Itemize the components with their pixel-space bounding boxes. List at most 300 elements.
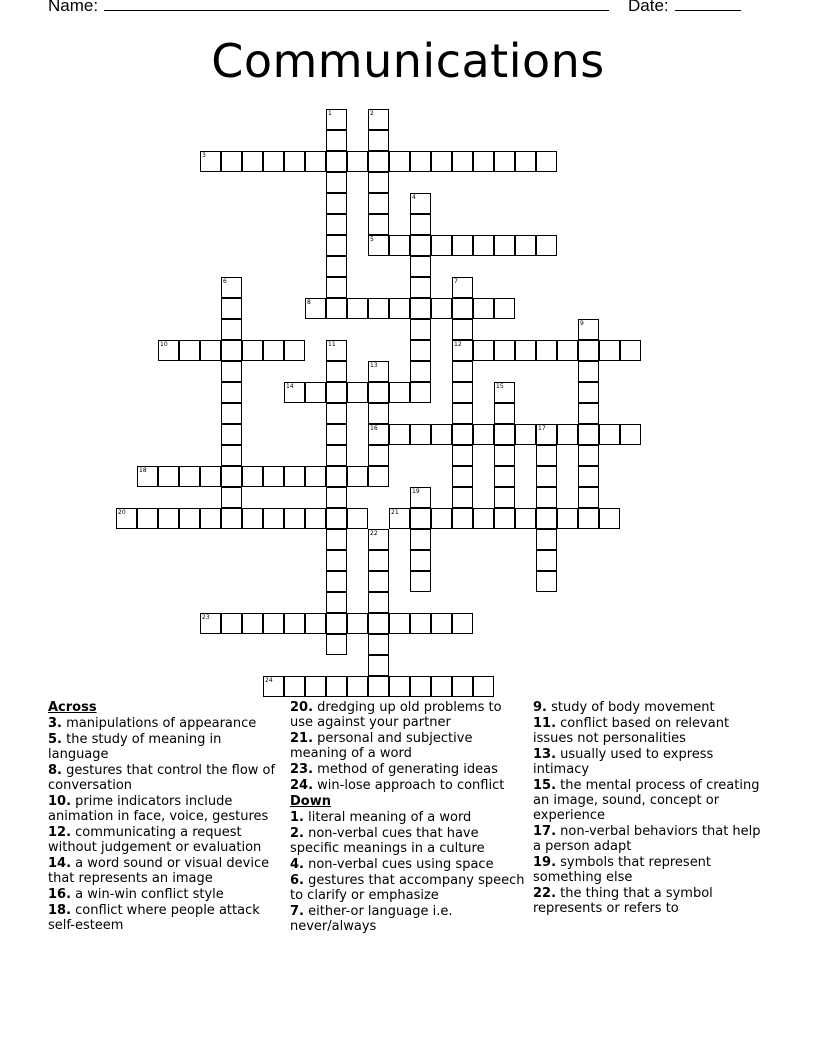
clue-number: 7 <box>454 278 458 285</box>
grid-cell[interactable] <box>326 109 347 130</box>
grid-cell[interactable] <box>578 424 599 445</box>
grid-cell[interactable] <box>200 340 221 361</box>
clue-text: non-verbal cues using space <box>303 857 494 872</box>
grid-cell[interactable] <box>410 256 431 277</box>
clue-number: 1 <box>328 110 332 117</box>
grid-cell[interactable] <box>431 298 452 319</box>
grid-cell[interactable] <box>452 340 473 361</box>
grid-cell[interactable] <box>221 487 242 508</box>
grid-cell[interactable] <box>137 466 158 487</box>
grid-cell[interactable] <box>326 256 347 277</box>
grid-cell[interactable] <box>326 382 347 403</box>
grid-cell[interactable] <box>326 298 347 319</box>
clue-number-label: 4. <box>290 857 304 872</box>
grid-cell[interactable] <box>326 193 347 214</box>
clue-item <box>48 887 284 902</box>
grid-cell[interactable] <box>368 109 389 130</box>
clue-number: 23 <box>202 614 210 621</box>
grid-cell[interactable] <box>431 613 452 634</box>
clue-number-label: 20. <box>290 700 314 715</box>
clue-text: communicating a request without judgement or evaluation <box>48 825 262 855</box>
grid-cell[interactable] <box>410 487 431 508</box>
grid-cell[interactable] <box>158 508 179 529</box>
grid-cell[interactable] <box>536 550 557 571</box>
grid-cell[interactable] <box>263 151 284 172</box>
clue-number-label: 23. <box>290 762 314 777</box>
clue-text: win-lose approach to conflict <box>313 778 505 793</box>
clue-item <box>48 825 284 855</box>
grid-cell[interactable] <box>368 550 389 571</box>
clue-number: 21 <box>391 509 399 516</box>
grid-cell[interactable] <box>221 613 242 634</box>
grid-cell[interactable] <box>410 613 431 634</box>
grid-cell[interactable] <box>452 424 473 445</box>
grid-cell[interactable] <box>410 508 431 529</box>
grid-cell[interactable] <box>368 403 389 424</box>
grid-cell[interactable] <box>410 235 431 256</box>
grid-cell[interactable] <box>578 340 599 361</box>
grid-cell[interactable] <box>410 193 431 214</box>
grid-cell[interactable] <box>347 382 368 403</box>
grid-cell[interactable] <box>389 382 410 403</box>
grid-cell[interactable] <box>305 382 326 403</box>
grid-cell[interactable] <box>431 508 452 529</box>
grid-cell[interactable] <box>200 466 221 487</box>
clue-number-label: 14. <box>48 856 72 871</box>
grid-cell[interactable] <box>536 487 557 508</box>
clue-text: personal and subjective meaning of a word <box>290 731 473 761</box>
clue-item <box>533 778 769 823</box>
clue-number-label: 22. <box>533 886 557 901</box>
grid-cell[interactable] <box>452 487 473 508</box>
grid-cell[interactable] <box>221 382 242 403</box>
grid-cell[interactable] <box>494 340 515 361</box>
grid-cell[interactable] <box>473 298 494 319</box>
clue-item <box>290 857 526 872</box>
grid-cell[interactable] <box>389 613 410 634</box>
clue-number-label: 9. <box>533 700 547 715</box>
grid-cell[interactable] <box>452 298 473 319</box>
grid-cell[interactable] <box>431 151 452 172</box>
grid-cell[interactable] <box>347 508 368 529</box>
grid-cell[interactable] <box>242 466 263 487</box>
grid-cell[interactable] <box>179 508 200 529</box>
grid-cell[interactable] <box>452 382 473 403</box>
grid-cell[interactable] <box>389 298 410 319</box>
grid-cell[interactable] <box>410 529 431 550</box>
clue-text: gestures that accompany speech to clarify or emphasize <box>290 873 525 903</box>
grid-cell[interactable] <box>326 235 347 256</box>
grid-cell[interactable] <box>599 424 620 445</box>
grid-cell[interactable] <box>263 508 284 529</box>
grid-cell[interactable] <box>221 466 242 487</box>
clue-number-label: 3. <box>48 716 62 731</box>
date-label: Date: <box>628 0 669 15</box>
grid-cell[interactable] <box>473 676 494 697</box>
grid-cell[interactable] <box>200 508 221 529</box>
grid-cell[interactable] <box>326 487 347 508</box>
clue-text: literal meaning of a word <box>303 810 472 825</box>
grid-cell[interactable] <box>326 277 347 298</box>
clues-column-2 <box>290 700 526 935</box>
grid-cell[interactable] <box>452 277 473 298</box>
grid-cell[interactable] <box>410 550 431 571</box>
grid-cell[interactable] <box>536 529 557 550</box>
clue-item <box>290 873 526 903</box>
grid-cell[interactable] <box>326 424 347 445</box>
clue-text: conflict based on relevant issues not personalities <box>533 716 730 746</box>
clue-text: conflict where people attack self-esteem <box>48 903 260 933</box>
grid-cell[interactable] <box>305 298 326 319</box>
grid-cell[interactable] <box>515 235 536 256</box>
grid-cell[interactable] <box>515 151 536 172</box>
clue-item <box>290 700 526 730</box>
grid-cell[interactable] <box>431 676 452 697</box>
grid-cell[interactable] <box>368 571 389 592</box>
grid-cell[interactable] <box>494 466 515 487</box>
grid-cell[interactable] <box>347 151 368 172</box>
clue-item <box>290 810 526 825</box>
clue-number-label: 13. <box>533 747 557 762</box>
grid-cell[interactable] <box>284 676 305 697</box>
clue-item <box>290 762 526 777</box>
grid-cell[interactable] <box>410 298 431 319</box>
grid-cell[interactable] <box>284 340 305 361</box>
grid-cell[interactable] <box>452 676 473 697</box>
clue-number: 15 <box>496 383 504 390</box>
clue-number: 14 <box>286 383 294 390</box>
clue-number: 4 <box>412 194 416 201</box>
grid-cell[interactable] <box>368 382 389 403</box>
grid-cell[interactable] <box>242 508 263 529</box>
grid-cell[interactable] <box>326 403 347 424</box>
grid-cell[interactable] <box>179 466 200 487</box>
clues-column-1 <box>48 700 284 934</box>
grid-cell[interactable] <box>326 613 347 634</box>
clue-item <box>48 794 284 824</box>
clue-number-label: 16. <box>48 887 72 902</box>
grid-cell[interactable] <box>326 634 347 655</box>
grid-cell[interactable] <box>389 508 410 529</box>
clue-number: 20 <box>118 509 126 516</box>
grid-cell[interactable] <box>389 676 410 697</box>
grid-cell[interactable] <box>368 655 389 676</box>
grid-cell[interactable] <box>536 571 557 592</box>
grid-cell[interactable] <box>410 214 431 235</box>
grid-cell[interactable] <box>326 340 347 361</box>
grid-cell[interactable] <box>368 151 389 172</box>
grid-cell[interactable] <box>410 571 431 592</box>
grid-cell[interactable] <box>452 403 473 424</box>
grid-cell[interactable] <box>263 466 284 487</box>
grid-cell[interactable] <box>368 130 389 151</box>
clue-number-label: 5. <box>48 732 62 747</box>
grid-cell[interactable] <box>599 508 620 529</box>
grid-cell[interactable] <box>368 445 389 466</box>
grid-cell[interactable] <box>536 151 557 172</box>
clue-number: 16 <box>370 425 378 432</box>
grid-cell[interactable] <box>326 529 347 550</box>
clue-item <box>48 903 284 933</box>
grid-cell[interactable] <box>473 508 494 529</box>
grid-cell[interactable] <box>326 508 347 529</box>
grid-cell[interactable] <box>263 340 284 361</box>
grid-cell[interactable] <box>620 340 641 361</box>
grid-cell[interactable] <box>452 319 473 340</box>
clue-text: method of generating ideas <box>313 762 498 777</box>
grid-cell[interactable] <box>326 676 347 697</box>
clue-number-label: 19. <box>533 855 557 870</box>
grid-cell[interactable] <box>200 613 221 634</box>
grid-cell[interactable] <box>431 424 452 445</box>
grid-cell[interactable] <box>263 613 284 634</box>
grid-cell[interactable] <box>494 403 515 424</box>
grid-cell[interactable] <box>347 676 368 697</box>
clue-text: prime indicators include animation in face, voice, gestures <box>48 794 269 824</box>
grid-cell[interactable] <box>284 508 305 529</box>
grid-cell[interactable] <box>137 508 158 529</box>
grid-cell[interactable] <box>221 298 242 319</box>
clue-number: 19 <box>412 488 420 495</box>
grid-cell[interactable] <box>305 151 326 172</box>
across-heading: Across <box>48 700 97 715</box>
clue-number: 6 <box>223 278 227 285</box>
grid-cell[interactable] <box>536 445 557 466</box>
grid-cell[interactable] <box>494 445 515 466</box>
grid-cell[interactable] <box>284 466 305 487</box>
grid-cell[interactable] <box>326 592 347 613</box>
grid-cell[interactable] <box>557 340 578 361</box>
clue-number-label: 7. <box>290 904 304 919</box>
grid-cell[interactable] <box>494 487 515 508</box>
clue-number: 17 <box>538 425 546 432</box>
grid-cell[interactable] <box>578 508 599 529</box>
grid-cell[interactable] <box>494 424 515 445</box>
grid-cell[interactable] <box>263 676 284 697</box>
grid-cell[interactable] <box>368 361 389 382</box>
grid-cell[interactable] <box>494 151 515 172</box>
grid-cell[interactable] <box>368 529 389 550</box>
clue-item <box>290 731 526 761</box>
clue-number-label: 6. <box>290 873 304 888</box>
grid-cell[interactable] <box>221 340 242 361</box>
clue-number-label: 2. <box>290 826 304 841</box>
grid-cell[interactable] <box>326 361 347 382</box>
grid-cell[interactable] <box>326 466 347 487</box>
grid-cell[interactable] <box>158 466 179 487</box>
grid-cell[interactable] <box>578 319 599 340</box>
grid-cell[interactable] <box>368 193 389 214</box>
clue-number-label: 21. <box>290 731 314 746</box>
clue-item <box>533 716 769 746</box>
grid-cell[interactable] <box>284 382 305 403</box>
grid-cell[interactable] <box>578 466 599 487</box>
grid-cell[interactable] <box>326 130 347 151</box>
grid-cell[interactable] <box>179 340 200 361</box>
clue-number-label: 24. <box>290 778 314 793</box>
grid-cell[interactable] <box>557 508 578 529</box>
grid-cell[interactable] <box>494 298 515 319</box>
grid-cell[interactable] <box>221 445 242 466</box>
clue-number: 11 <box>328 341 336 348</box>
grid-cell[interactable] <box>494 382 515 403</box>
grid-cell[interactable] <box>305 676 326 697</box>
grid-cell[interactable] <box>305 613 326 634</box>
clue-number-label: 12. <box>48 825 72 840</box>
clue-number: 8 <box>307 299 311 306</box>
clue-number: 3 <box>202 152 206 159</box>
clue-item <box>48 763 284 793</box>
grid-cell[interactable] <box>305 508 326 529</box>
grid-cell[interactable] <box>389 235 410 256</box>
clue-number-label: 11. <box>533 716 557 731</box>
clue-number-label: 15. <box>533 778 557 793</box>
clue-text: study of body movement <box>546 700 715 715</box>
grid-cell[interactable] <box>326 151 347 172</box>
grid-cell[interactable] <box>410 340 431 361</box>
down-heading: Down <box>290 794 331 809</box>
grid-cell[interactable] <box>578 487 599 508</box>
grid-cell[interactable] <box>368 172 389 193</box>
grid-cell[interactable] <box>515 340 536 361</box>
clue-item <box>48 856 284 886</box>
clue-number: 2 <box>370 110 374 117</box>
clue-text: either-or language i.e. never/always <box>290 904 453 934</box>
grid-cell[interactable] <box>221 277 242 298</box>
clue-text: non-verbal behaviors that help a person adapt <box>533 824 761 854</box>
grid-cell[interactable] <box>452 445 473 466</box>
grid-cell[interactable] <box>242 340 263 361</box>
clue-number-label: 8. <box>48 763 62 778</box>
grid-cell[interactable] <box>284 613 305 634</box>
grid-cell[interactable] <box>200 151 221 172</box>
grid-cell[interactable] <box>221 508 242 529</box>
puzzle-title: Communications <box>211 34 605 88</box>
grid-cell[interactable] <box>368 613 389 634</box>
grid-cell[interactable] <box>326 172 347 193</box>
grid-cell[interactable] <box>536 466 557 487</box>
grid-cell[interactable] <box>368 592 389 613</box>
clue-text: non-verbal cues that have specific meanings in a culture <box>290 826 485 856</box>
clue-number: 22 <box>370 530 378 537</box>
clue-number: 13 <box>370 362 378 369</box>
clue-text: a win-win conflict style <box>71 887 224 902</box>
grid-cell[interactable] <box>326 550 347 571</box>
clue-item <box>533 747 769 777</box>
grid-cell[interactable] <box>536 424 557 445</box>
grid-cell[interactable] <box>599 340 620 361</box>
clue-text: manipulations of appearance <box>61 716 257 731</box>
grid-cell[interactable] <box>368 466 389 487</box>
grid-cell[interactable] <box>221 319 242 340</box>
grid-cell[interactable] <box>452 613 473 634</box>
grid-cell[interactable] <box>536 340 557 361</box>
grid-cell[interactable] <box>242 613 263 634</box>
clue-number: 12 <box>454 341 462 348</box>
grid-cell[interactable] <box>368 676 389 697</box>
grid-cell[interactable] <box>347 613 368 634</box>
clue-item <box>533 855 769 885</box>
grid-cell[interactable] <box>557 424 578 445</box>
grid-cell[interactable] <box>515 424 536 445</box>
clue-text: a word sound or visual device that represents an image <box>48 856 270 886</box>
grid-cell[interactable] <box>494 508 515 529</box>
clue-item <box>533 824 769 854</box>
grid-cell[interactable] <box>368 424 389 445</box>
grid-cell[interactable] <box>389 151 410 172</box>
clue-item <box>533 700 769 715</box>
grid-cell[interactable] <box>410 424 431 445</box>
grid-cell[interactable] <box>452 235 473 256</box>
grid-cell[interactable] <box>452 508 473 529</box>
grid-cell[interactable] <box>368 214 389 235</box>
grid-cell[interactable] <box>536 235 557 256</box>
grid-cell[interactable] <box>452 151 473 172</box>
grid-cell[interactable] <box>368 298 389 319</box>
grid-cell[interactable] <box>221 151 242 172</box>
grid-cell[interactable] <box>473 424 494 445</box>
clue-text: the thing that a symbol represents or refers to <box>533 886 713 916</box>
clue-item <box>290 778 526 793</box>
clue-number: 24 <box>265 677 273 684</box>
grid-cell[interactable] <box>452 466 473 487</box>
clues-column-3 <box>533 700 769 917</box>
grid-cell[interactable] <box>347 466 368 487</box>
grid-cell[interactable] <box>326 445 347 466</box>
grid-cell[interactable] <box>284 151 305 172</box>
clue-item <box>48 732 284 762</box>
grid-cell[interactable] <box>473 235 494 256</box>
grid-cell[interactable] <box>578 361 599 382</box>
grid-cell[interactable] <box>326 214 347 235</box>
grid-cell[interactable] <box>389 424 410 445</box>
grid-cell[interactable] <box>326 571 347 592</box>
grid-cell[interactable] <box>620 424 641 445</box>
grid-cell[interactable] <box>494 235 515 256</box>
grid-cell[interactable] <box>410 676 431 697</box>
clue-item <box>290 826 526 856</box>
grid-cell[interactable] <box>578 445 599 466</box>
grid-cell[interactable] <box>242 151 263 172</box>
grid-cell[interactable] <box>452 361 473 382</box>
grid-cell[interactable] <box>368 235 389 256</box>
grid-cell[interactable] <box>410 319 431 340</box>
grid-cell[interactable] <box>305 466 326 487</box>
grid-cell[interactable] <box>515 508 536 529</box>
grid-cell[interactable] <box>116 508 137 529</box>
grid-cell[interactable] <box>347 298 368 319</box>
grid-cell[interactable] <box>410 361 431 382</box>
grid-cell[interactable] <box>473 340 494 361</box>
grid-cell[interactable] <box>410 277 431 298</box>
grid-cell[interactable] <box>578 382 599 403</box>
clue-item <box>48 716 284 731</box>
grid-cell[interactable] <box>473 151 494 172</box>
grid-cell[interactable] <box>158 340 179 361</box>
grid-cell[interactable] <box>431 235 452 256</box>
grid-cell[interactable] <box>221 361 242 382</box>
clue-number-label: 10. <box>48 794 72 809</box>
grid-cell[interactable] <box>536 508 557 529</box>
grid-cell[interactable] <box>221 403 242 424</box>
grid-cell[interactable] <box>410 382 431 403</box>
grid-cell[interactable] <box>410 151 431 172</box>
clue-number: 10 <box>160 341 168 348</box>
grid-cell[interactable] <box>221 424 242 445</box>
grid-cell[interactable] <box>578 403 599 424</box>
grid-cell[interactable] <box>368 634 389 655</box>
clue-number: 18 <box>139 467 147 474</box>
